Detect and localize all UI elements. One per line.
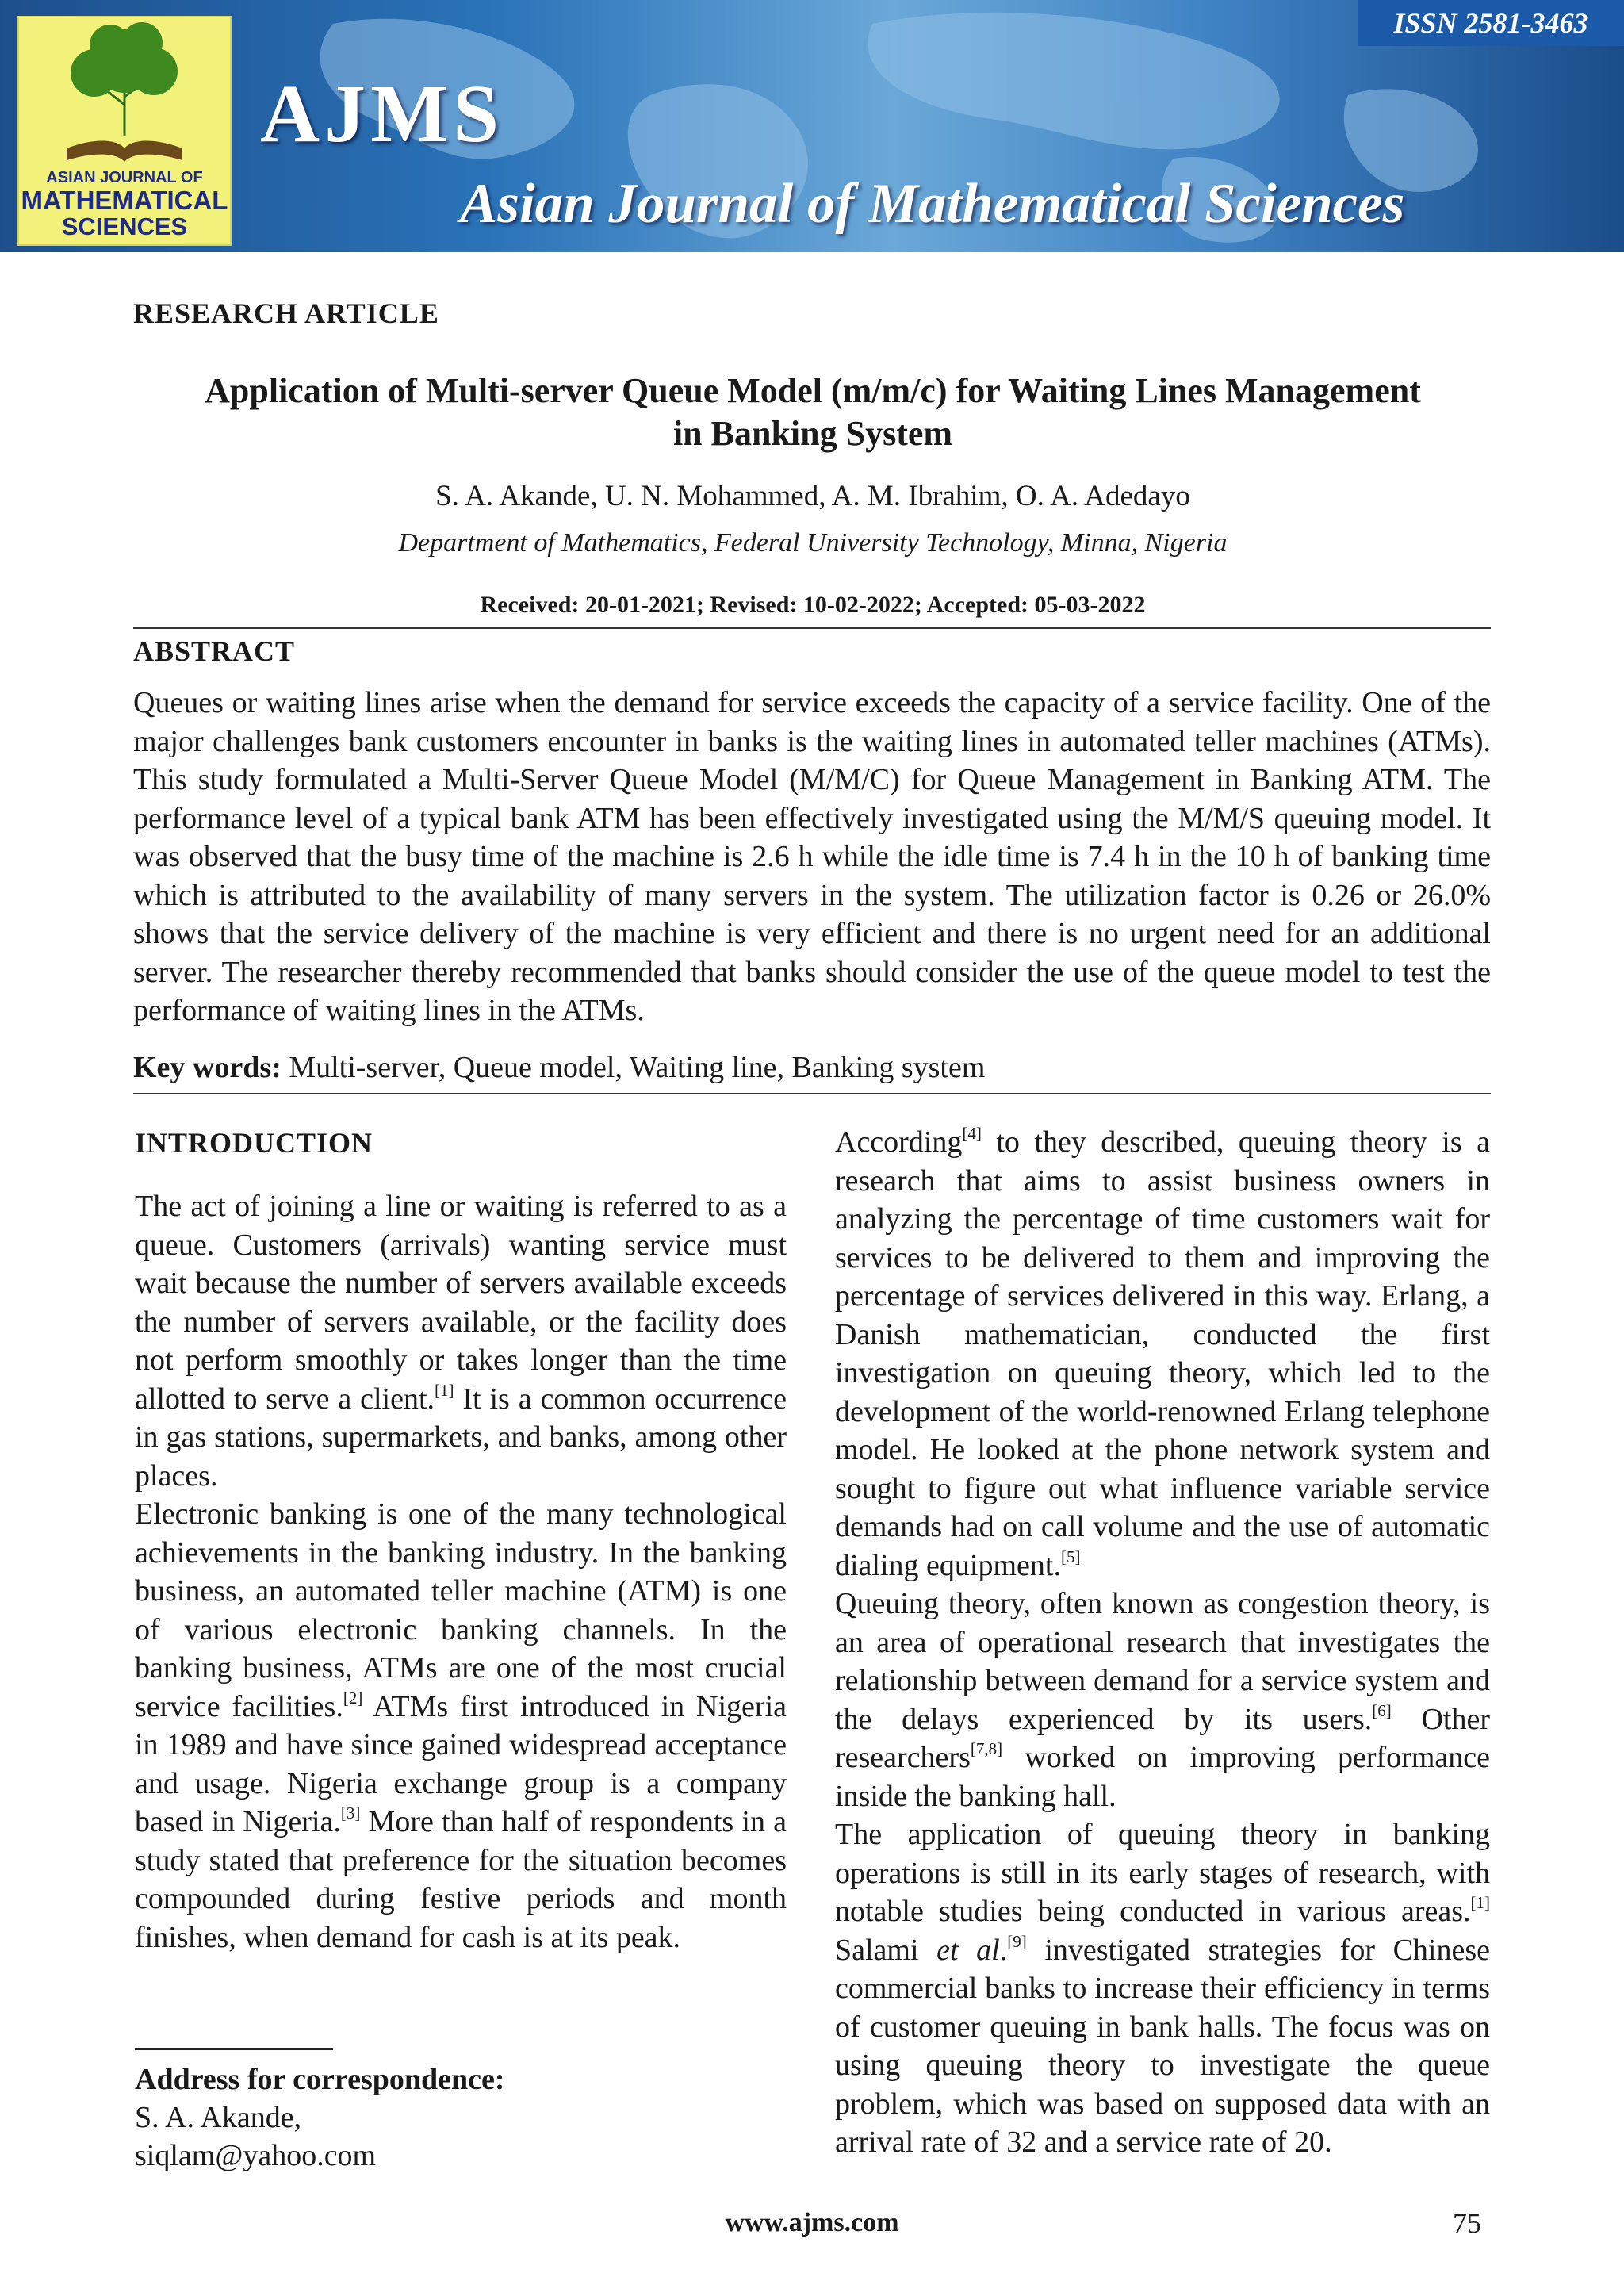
journal-banner [0,0,1624,252]
citation-ref: [4] [962,1124,982,1144]
text-run: It is a common occurrence in gas stations, supermarkets, and banks, among other places. [135,1382,787,1493]
text-run: to they described, queuing theory is a research that aims to assist business owners in analyzing the percentage of time customers wait for services to be delivered to them and improving the percentage of services delivered in this way. Erlang, a Danish mathematician, conducted the first investigation on queuing theory, which led to the development of the world-renowned Erlang telephone model. He looked at the phone network system and sought to figure out what influence variable service demands had on call volume and the use of automatic dialing equipment. [835,1125,1490,1582]
intro-left-column [135,1187,787,1957]
logo-line3: SCIENCES [61,213,188,240]
correspondence-email: siqlam@yahoo.com [135,2139,377,2172]
keywords-list: Multi-server, Queue model, Waiting line, Banking system [281,1051,986,1084]
website-link[interactable]: www.ajms.com [725,2208,899,2237]
citation-ref: [1] [435,1380,454,1400]
article-title [119,370,1507,455]
journal-acronym: AJMS [260,68,504,159]
logo-line2: MATHEMATICAL [21,186,228,215]
citation-ref: [5] [1060,1547,1081,1566]
intro-right-column [835,1123,1490,2162]
citation-ref: [3] [340,1803,361,1823]
affiliation: Department of Mathematics, Federal University Technology, Minna, Nigeria [398,528,1228,558]
logo-line1: ASIAN JOURNAL OF [46,169,203,186]
article-type: RESEARCH ARTICLE [133,297,439,329]
abstract-heading: ABSTRACT [133,635,296,667]
journal-name: Asian Journal of Mathematical Sciences [460,173,1405,235]
text-run: . [999,1933,1008,1967]
author-list: S. A. Akande, U. N. Mohammed, A. M. Ibrahim, O. A. Adedayo [435,480,1190,512]
journal-logo [17,16,232,246]
intro-paragraph [835,1123,1490,1585]
intro-paragraph [135,1495,787,1957]
introduction-heading: INTRODUCTION [135,1127,373,1159]
intro-paragraph [835,1815,1490,2162]
intro-paragraph [135,1187,787,1495]
citation-ref: [2] [343,1688,363,1708]
text-run: The application of queuing theory in banking operations is still in its early stages of research, with notable studies being conducted in various areas. [835,1818,1490,1928]
citation-ref: [6] [1372,1700,1392,1720]
citation-ref: [7,8] [970,1739,1003,1759]
issn-badge: ISSN 2581-3463 [1358,0,1624,46]
intro-paragraph [835,1585,1490,1815]
citation-ref: [1] [1470,1893,1490,1913]
text-run: More than half of respondents in a study stated that preference for the situation becomes compounded during festive periods and month finishes, when demand for cash is at its peak. [135,1805,787,1954]
text-run: Queuing theory, often known as congestion theory, is an area of operational research that investigates the relationship between demand for a service system and the delays experienced by its users. [835,1587,1490,1736]
title-line-1: Application of Multi-server Queue Model (m/m/c) for Waiting Lines Management [205,371,1421,410]
text-run: worked on improving performance inside the banking hall. [835,1741,1490,1813]
text-run: According [835,1125,963,1159]
correspondence-name: S. A. Akande, [135,2101,302,2134]
keywords [133,1050,1491,1085]
abstract-text: Queues or waiting lines arise when the demand for service exceeds the capacity of a service facility. One of the major challenges bank customers encounter in banks is the waiting lines in automated teller machines (ATMs). This study formulated a Multi-Server Queue Model (M/M/C) for Queue Management in Banking ATM. The performance level of a typical bank ATM has been effectively investigated using the M/M/S queuing model. It was observed that the busy time of the machine is 2.6 h while the idle time is 7.4 h in the 10 h of banking time which is attributed to the availability of many servers in the system. The utilization factor is 0.26 or 26.0% shows that the service delivery of the machine is very efficient and there is no urgent need for an additional server. The researcher thereby recommended that banks should consider the use of the queue model to test the performance of waiting lines in the ATMs. [133,686,1491,1027]
text-run: et al [936,1933,1000,1967]
correspondence-label: Address for correspondence: [135,2063,505,2096]
correspondence-block [135,2060,505,2175]
text-run: Electronic banking is one of the many technological achievements in the banking industry. In the banking business, an automated teller machine (ATM) is one of various electronic banking channels. In the banking business, ATMs are one of the most crucial service facilities. [135,1497,787,1723]
text-run: investigated strategies for Chinese commercial banks to increase their efficiency in terms of customer queuing in bank halls. The focus was on using queuing theory to investigate the queue problem, which was based on supposed data with an arrival rate of 32 and a service rate of 20. [835,1933,1490,2159]
divider [133,627,1491,629]
tree-book-icon [19,17,230,168]
title-line-2: in Banking System [672,414,953,453]
citation-ref: [9] [1007,1931,1027,1951]
page-number: 75 [1453,2207,1481,2239]
submission-dates: Received: 20-01-2021; Revised: 10-02-2022; Accepted: 05-03-2022 [480,592,1146,618]
footnote-divider [135,2048,333,2050]
keywords-label: Key words: [133,1051,282,1084]
text-run: The act of joining a line or waiting is referred to as a queue. Customers (arrivals) wanting service must wait because the number of servers available exceeds the number of servers available, or the facility does not perform smoothly or takes longer than the time allotted to serve a client. [135,1190,787,1416]
text-run: ATMs first introduced in Nigeria in 1989 and have since gained widespread acceptance and usage. Nigeria exchange group is a company based in Nigeria. [135,1689,787,1838]
text-run: Other researchers [835,1702,1490,1774]
footer-website [0,2208,1624,2238]
text-run: Salami [835,1933,937,1967]
divider [133,1093,1491,1094]
